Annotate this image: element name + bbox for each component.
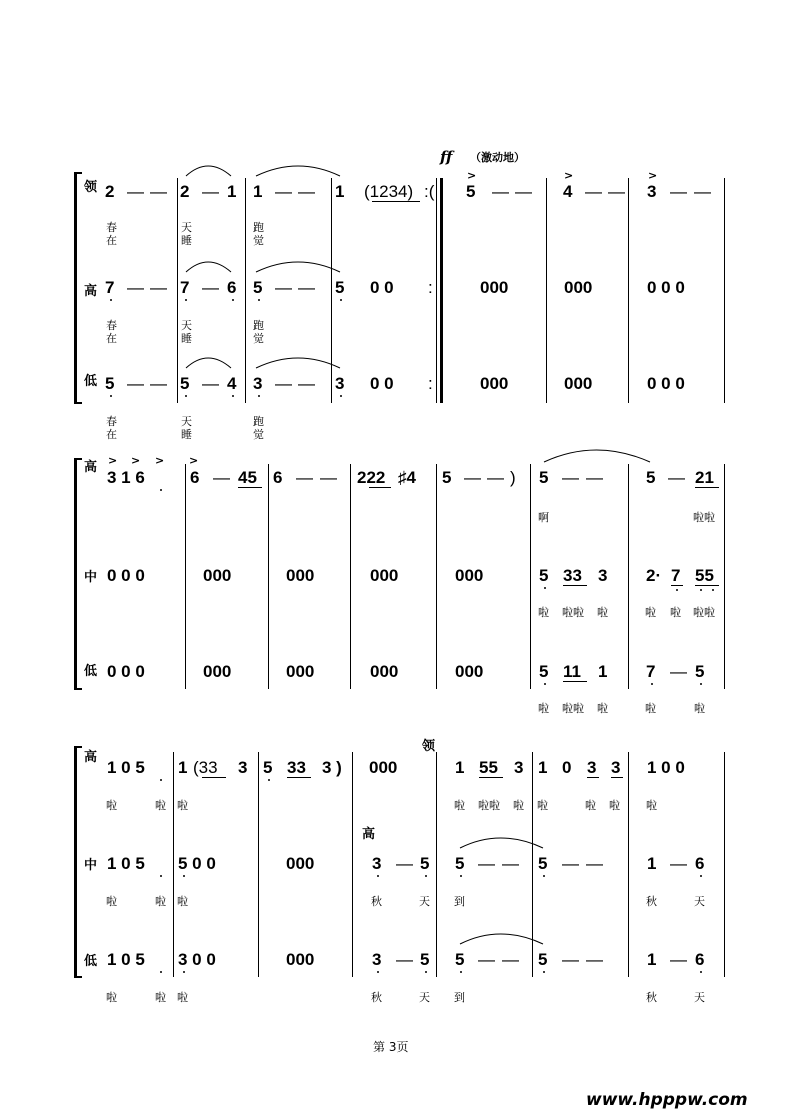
dash: —	[396, 950, 413, 969]
lyric: 啊	[538, 511, 549, 524]
dash: —	[296, 468, 313, 487]
lyric: 睡	[181, 234, 192, 247]
dash: —	[585, 182, 602, 201]
lyric: 啦	[585, 799, 596, 812]
note: 5	[253, 278, 263, 297]
note-group: 1 0 5	[107, 758, 145, 777]
lyric: 天	[181, 319, 192, 332]
note: 5	[539, 566, 549, 585]
note-group: 1 0 0	[647, 758, 685, 777]
dash: —	[213, 468, 230, 487]
lyric: 啦啦	[693, 606, 715, 619]
repeat-sign: :(	[424, 182, 435, 201]
lyric: 在	[106, 234, 117, 247]
note: 1	[538, 758, 548, 777]
dash: —	[562, 854, 579, 873]
dash: —	[670, 854, 687, 873]
note-group: (33	[193, 758, 218, 777]
lyric: 春	[106, 221, 117, 234]
note: 5	[538, 854, 548, 873]
dash: —	[586, 468, 603, 487]
note: 7	[180, 278, 190, 297]
page-number: 第 3页	[373, 1040, 409, 1054]
note: 3	[587, 758, 597, 777]
lyric: 啦	[155, 895, 166, 908]
lyric: 啦啦	[693, 511, 715, 524]
expression-marking: （激动地）	[470, 151, 525, 164]
dash: —	[586, 854, 603, 873]
accent: >	[648, 169, 658, 182]
note: 3	[372, 950, 382, 969]
dash: —	[586, 950, 603, 969]
lyric: 跑	[253, 221, 264, 234]
note: 3	[238, 758, 248, 777]
note: 6	[190, 468, 200, 487]
note: 4	[227, 374, 237, 393]
note: 5	[335, 278, 345, 297]
lyric: 天	[419, 991, 430, 1004]
lyric: 觉	[253, 332, 264, 345]
note: 6	[273, 468, 283, 487]
dash: —	[670, 950, 687, 969]
dash: —	[298, 182, 315, 201]
accent: >	[564, 169, 574, 182]
lyric: 啦	[106, 799, 117, 812]
lyric: 秋	[646, 991, 657, 1004]
dash: —	[670, 182, 687, 201]
note: 5	[420, 950, 430, 969]
dash: —	[298, 374, 315, 393]
note: 6	[695, 854, 705, 873]
note-group: 3 1 6	[107, 468, 145, 487]
note: 7	[105, 278, 115, 297]
part-label-high: 高	[84, 460, 98, 475]
note-group: 33	[563, 566, 582, 585]
dash: —	[478, 950, 495, 969]
note: 5	[420, 854, 430, 873]
lyric: 春	[106, 319, 117, 332]
note: 1	[598, 662, 608, 681]
note-group: 222	[357, 468, 386, 487]
lyric: 到	[454, 895, 465, 908]
note-group: 55	[695, 566, 714, 585]
part-label-low: 低	[84, 954, 98, 969]
rest: 0	[562, 758, 572, 777]
note: 3	[514, 758, 524, 777]
lyric: 啦	[609, 799, 620, 812]
note: 2	[105, 182, 115, 201]
lyric: 啦	[177, 799, 188, 812]
dash: —	[608, 182, 625, 201]
lyric: 啦	[513, 799, 524, 812]
rest-group: 000	[286, 662, 315, 681]
lyric: 啦啦	[562, 606, 584, 619]
accent: >	[131, 454, 141, 467]
dash: —	[202, 374, 219, 393]
dash: —	[275, 278, 292, 297]
dash: —	[202, 182, 219, 201]
dash: —	[668, 468, 685, 487]
note: 3 )	[322, 758, 342, 777]
rest-group: 000	[203, 662, 232, 681]
lyric: 秋	[646, 895, 657, 908]
watermark: www.hpppw.com	[586, 1090, 748, 1110]
rest-group: 000	[370, 566, 399, 585]
note-group: 55	[479, 758, 498, 777]
dash: —	[670, 662, 687, 681]
lyric: 秋	[371, 991, 382, 1004]
rest-group: 000	[455, 566, 484, 585]
note-group: (1234)	[364, 182, 414, 201]
lyric: 啦	[177, 895, 188, 908]
rest-group: 000	[480, 278, 509, 297]
lyric: 啦	[597, 702, 608, 715]
note: 1	[647, 950, 657, 969]
note-group: 5 0 0	[178, 854, 216, 873]
lyric: 春	[106, 415, 117, 428]
lyric: 啦	[670, 606, 681, 619]
note: 7	[646, 662, 656, 681]
cue-lead: 领	[422, 739, 436, 754]
note: 1	[335, 182, 345, 201]
part-label-high: 高	[84, 750, 98, 765]
note: 5	[455, 950, 465, 969]
lyric: 到	[454, 991, 465, 1004]
lyric: 啦	[106, 895, 117, 908]
dash: —	[320, 468, 337, 487]
note-group: 3 0 0	[178, 950, 216, 969]
note-dotted: 2·	[646, 566, 662, 585]
accent: >	[108, 454, 118, 467]
accent: >	[155, 454, 165, 467]
rest-group: 0 0 0	[107, 566, 145, 585]
lyric: 睡	[181, 332, 192, 345]
lyric: 啦	[155, 991, 166, 1004]
note-sharp: ♯4	[398, 468, 416, 487]
lyric: 天	[694, 991, 705, 1004]
rest-group: 000	[564, 278, 593, 297]
dash: —	[492, 182, 509, 201]
lyric: 天	[181, 221, 192, 234]
dash: —	[562, 950, 579, 969]
note: 1	[253, 182, 263, 201]
note: 5	[455, 854, 465, 873]
dash: —	[515, 182, 532, 201]
note: 4	[563, 182, 573, 201]
lyric: 在	[106, 428, 117, 441]
lyric: 啦	[454, 799, 465, 812]
note: 3	[335, 374, 345, 393]
rest-group: 000	[480, 374, 509, 393]
part-label-mid: 中	[84, 858, 98, 873]
rest-group: 000	[286, 950, 315, 969]
note: 5	[539, 662, 549, 681]
dash: —	[396, 854, 413, 873]
lyric: 啦	[645, 702, 656, 715]
note: 3	[372, 854, 382, 873]
dash: —	[502, 854, 519, 873]
note: 3	[598, 566, 608, 585]
lyric: 啦	[646, 799, 657, 812]
repeat-sign: :	[428, 278, 433, 297]
note-group: 1 0 5	[107, 854, 145, 873]
lyric: 觉	[253, 234, 264, 247]
dash: —	[127, 374, 144, 393]
dash: —	[275, 374, 292, 393]
note: 5	[538, 950, 548, 969]
note: 2	[180, 182, 190, 201]
note-group: 21	[695, 468, 714, 487]
note: 1	[647, 854, 657, 873]
dash: —	[127, 278, 144, 297]
note-group: 33	[287, 758, 306, 777]
dash: —	[694, 182, 711, 201]
note: 5	[539, 468, 549, 487]
lyric: 啦	[645, 606, 656, 619]
note: 5	[180, 374, 190, 393]
dash: —	[202, 278, 219, 297]
dash: —	[150, 374, 167, 393]
dash: —	[562, 468, 579, 487]
lyric: 跑	[253, 415, 264, 428]
rest-group: 0 0	[370, 278, 394, 297]
note: 1	[227, 182, 237, 201]
note: 3	[253, 374, 263, 393]
rest-group: 0 0 0	[647, 278, 685, 297]
note: 3	[647, 182, 657, 201]
lyric: 天	[694, 895, 705, 908]
dynamic-marking: ff	[440, 148, 453, 166]
lyric: 睡	[181, 428, 192, 441]
lyric: 啦	[155, 799, 166, 812]
cue-high: 高	[362, 827, 376, 842]
note: 5	[646, 468, 656, 487]
rest-group: 0 0 0	[107, 662, 145, 681]
part-label-low: 低	[84, 664, 98, 679]
note: 7	[671, 566, 681, 585]
lyric: 跑	[253, 319, 264, 332]
note: 6	[695, 950, 705, 969]
lyric: 啦	[106, 991, 117, 1004]
note: 5	[695, 662, 705, 681]
dash: —	[464, 468, 481, 487]
dash: —	[502, 950, 519, 969]
rest-group: 000	[455, 662, 484, 681]
accent: >	[467, 169, 477, 182]
lyric: 秋	[371, 895, 382, 908]
paren: )	[510, 468, 516, 487]
rest-group: 000	[369, 758, 398, 777]
note: 1	[178, 758, 188, 777]
rest-group: 000	[564, 374, 593, 393]
note: 3	[611, 758, 621, 777]
lyric: 在	[106, 332, 117, 345]
rest-group: 000	[286, 854, 315, 873]
repeat-sign: :	[428, 374, 433, 393]
lyric: 啦	[537, 799, 548, 812]
part-label-mid: 中	[84, 570, 98, 585]
note-group: 1 0 5	[107, 950, 145, 969]
rest-group: 0 0	[370, 374, 394, 393]
part-label-high: 高	[84, 284, 98, 299]
dash: —	[478, 854, 495, 873]
lyric: 啦啦	[562, 702, 584, 715]
dash: —	[150, 182, 167, 201]
dash: —	[487, 468, 504, 487]
lyric: 天	[419, 895, 430, 908]
part-label-lead: 领	[84, 180, 98, 195]
dash: —	[275, 182, 292, 201]
dash: —	[127, 182, 144, 201]
note: 5	[105, 374, 115, 393]
note: 1	[455, 758, 465, 777]
lyric: 啦	[538, 702, 549, 715]
note: 5	[263, 758, 273, 777]
lyric: 啦	[177, 991, 188, 1004]
dash: —	[298, 278, 315, 297]
lyric: 啦	[694, 702, 705, 715]
note-group: 11	[563, 662, 581, 681]
lyric: 啦啦	[478, 799, 500, 812]
lyric: 天	[181, 415, 192, 428]
note-group: 45	[238, 468, 257, 487]
rest-group: 000	[203, 566, 232, 585]
note: 6	[227, 278, 237, 297]
lyric: 啦	[597, 606, 608, 619]
note: 5	[442, 468, 452, 487]
rest-group: 000	[286, 566, 315, 585]
lyric: 觉	[253, 428, 264, 441]
note: 5	[466, 182, 476, 201]
part-label-low: 低	[84, 374, 98, 389]
rest-group: 000	[370, 662, 399, 681]
lyric: 啦	[538, 606, 549, 619]
accent: >	[189, 454, 199, 467]
rest-group: 0 0 0	[647, 374, 685, 393]
dash: —	[150, 278, 167, 297]
